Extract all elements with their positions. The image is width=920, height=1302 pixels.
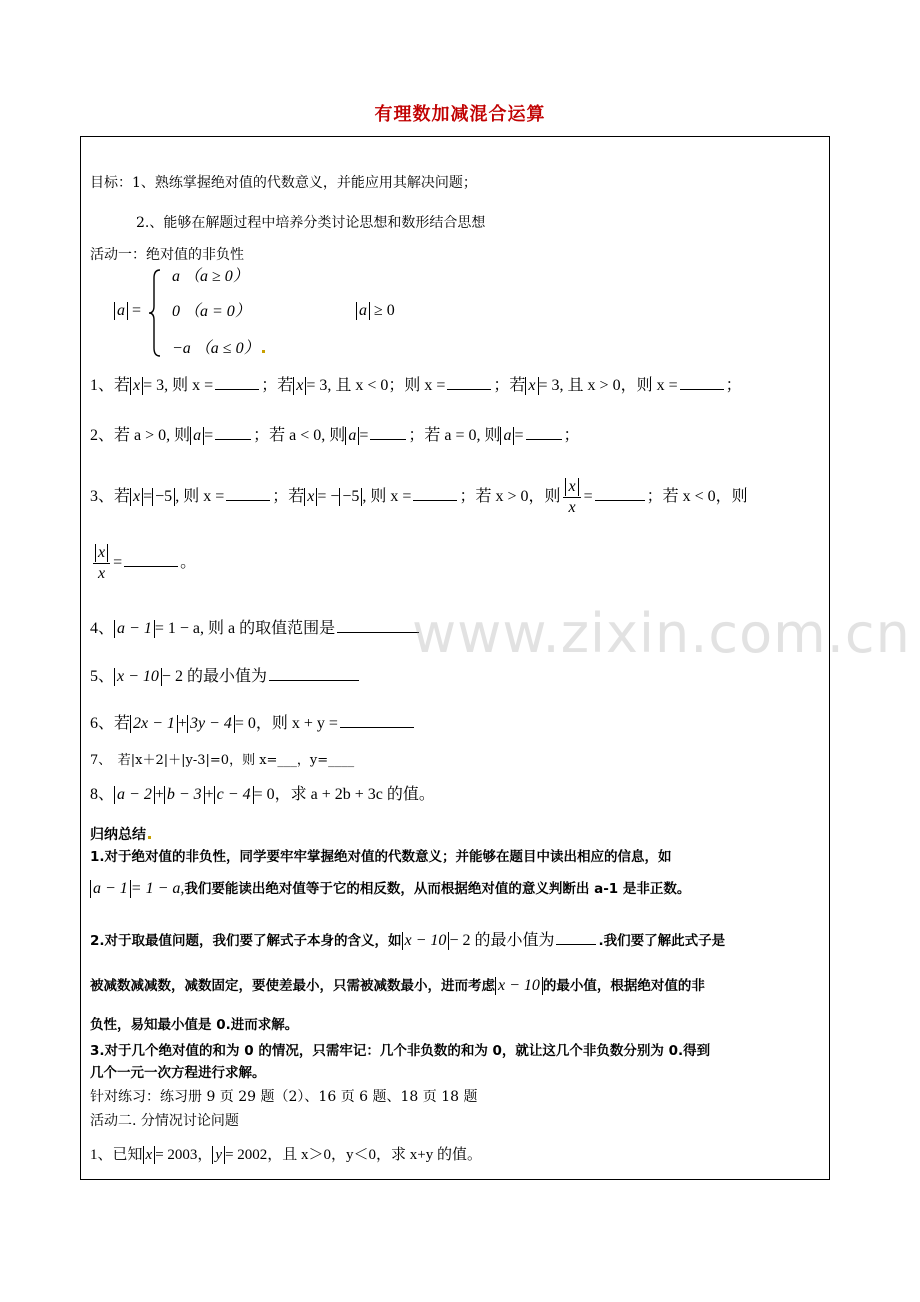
question-3-continued: $\frac{x}{x}$ = 。 (90, 540, 196, 586)
piecewise-case-3: −a （a ≤ 0） (172, 340, 265, 358)
summary-2a: 2.对于取最值问题，我们要了解式子本身的含义，如 x − 10 − 2 的最小值为 .我们要了解此式子是 (90, 932, 726, 949)
activity-two-heading: 活动二. 分情况讨论问题 (90, 1113, 239, 1129)
question-3: 3、若 x = −5 , 则 x = ；若 x = − −5 , 则 x = ；若 x > 0，则 $\frac{x}{x}$ = ；若 x < 0，则 (90, 477, 748, 516)
piecewise-case-2: 0 （a = 0） (172, 303, 251, 320)
question-1: 1、若 x = 3, 则 x = ；若 x = 3, 且 x < 0；则 x = ；若 x = 3, 且 x > 0，则 x = ； (90, 377, 742, 394)
question-8: 8、 a − 2 + b − 3 + c − 4 = 0，求 a + 2b + 3c 的值。 (90, 786, 435, 803)
summary-2c: 负性，易知最小值是 0.进而求解。 (90, 1017, 299, 1033)
piecewise-case-1: a （a ≥ 0） (172, 268, 249, 285)
question-4: 4、 a − 1 = 1 − a, 则 a 的取值范围是 (90, 618, 421, 638)
goal-1: 目标：1、熟练掌握绝对值的代数意义，并能应用其解决问题； (90, 175, 477, 191)
question-6: 6、若 2x − 1 + 3y − 4 = 0，则 x + y = (90, 713, 416, 733)
summary-heading: 归纳总结 (90, 826, 151, 844)
summary-2b: 被减数减减数，减数固定，要使差最小，只需被减数最小，进而考虑 x − 10 的最小值，根据绝对值的非 (90, 977, 705, 994)
summary-3b: 几个一元一次方程进行求解。 (90, 1065, 266, 1081)
practice-line: 针对练习：练习册 9 页 29 题（2）、16 页 6 题、18 页 18 题 (90, 1089, 478, 1105)
summary-3a: 3.对于几个绝对值的和为 0 的情况，只需牢记：几个非负数的和为 0，就让这几个非负数分别为 0.得到 (90, 1043, 711, 1059)
page-title: 有理数加减混合运算 (374, 104, 546, 125)
question-2: 2、若 a > 0, 则 a = ；若 a < 0, 则 a = ；若 a = 0, 则 a = ； (90, 427, 580, 444)
piecewise-lhs: a = (114, 302, 141, 320)
watermark: www.zixin.com.cn (412, 602, 911, 665)
summary-1a: 1.对于绝对值的非负性，同学要牢牢掌握绝对值的代数意义；并能够在题目中读出相应的信息，如 (90, 849, 672, 865)
activity-one-heading: 活动一：绝对值的非负性 (90, 247, 244, 263)
goal-2: 2.、能够在解题过程中培养分类讨论思想和数形结合思想 (136, 215, 486, 231)
summary-1b: a − 1 = 1 − a,我们要能读出绝对值等于它的相反数，从而根据绝对值的意义判断出 a-1 是非正数。 (90, 880, 690, 898)
left-brace (148, 268, 162, 358)
nonnegativity-statement: a ≥ 0 (356, 302, 395, 320)
activity-two-question-1: 1、已知 x = 2003， y = 2002，且 x＞0，y＜0，求 x+y 的值。 (90, 1147, 482, 1163)
question-7: 7、 若|x＋2|＋|y-3|=0，则 x=___，y=____ (90, 753, 355, 768)
question-5: 5、 x − 10 − 2 的最小值为 (90, 666, 361, 686)
